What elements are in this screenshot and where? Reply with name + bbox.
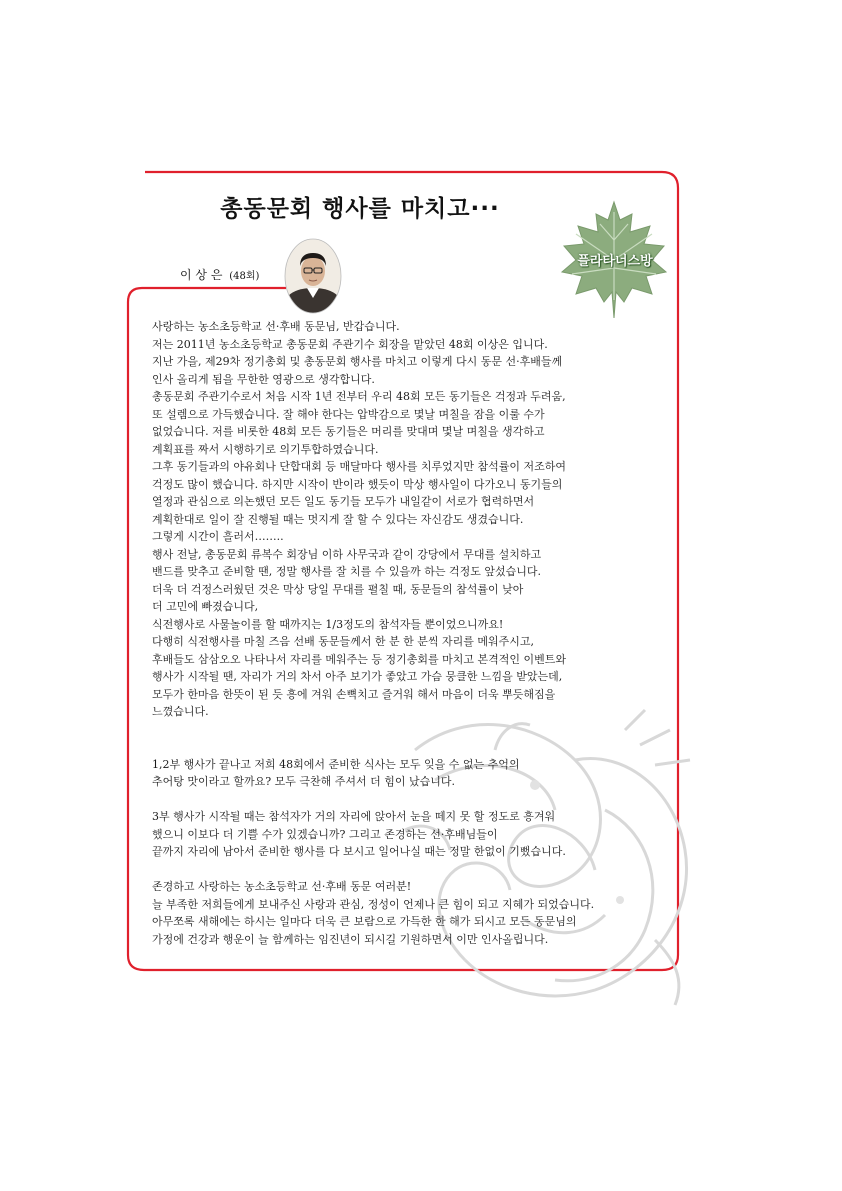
body-line: 1,2부 행사가 끝나고 저희 48회에서 준비한 식사는 모두 잊을 수 없는 추억의 (152, 757, 520, 771)
body-line: 더욱 더 걱정스러웠던 것은 막상 당일 무대를 펼칠 때, 동문들의 참석률이 낮아 (152, 582, 524, 596)
body-line: 없었습니다. 저를 비롯한 48회 모든 동기들은 머리를 맞대며 몇날 며칠을 생각하고 (152, 425, 545, 438)
column-label: 플라타너스방 (577, 254, 653, 269)
body-line: 계획표를 짜서 시행하기로 의기투합하였습니다. (152, 442, 379, 456)
body-line: 인사 올리게 됨을 무한한 영광으로 생각합니다. (152, 372, 375, 386)
body-line: 더 고민에 빠졌습니다, (152, 600, 259, 613)
body-spacer (152, 721, 662, 739)
page-title: 총동문회 행사를 마치고··· (220, 196, 500, 222)
body-line: 했으니 이보다 더 기쁠 수가 있겠습니까? 그리고 존경하는 선·후배님들이 (152, 827, 498, 841)
body-spacer (152, 738, 662, 756)
body-line: 늘 부족한 저희들에게 보내주신 사랑과 관심, 정성이 언제나 큰 힘이 되고 지혜가 되었습니다. (152, 897, 595, 911)
body-line: 행사가 시작될 땐, 자리가 거의 차서 아주 보기가 좋았고 가슴 뭉클한 느낌을 받았는데, (152, 670, 563, 683)
body-line: 느꼈습니다. (152, 705, 209, 718)
body-line: 3부 행사가 시작될 때는 참석자가 거의 자리에 앉아서 눈을 떼지 못 할 정도로 흥겨워 (152, 810, 556, 823)
body-line: 저는 2011년 농소초등학교 총동문회 주관기수 회장을 맡았던 48회 이상은 입니다. (152, 337, 548, 351)
body-spacer (152, 861, 662, 879)
body-line: 또 설렘으로 가득했습니다. 잘 해야 한다는 압박감으로 몇날 며칠을 잠을 이룰 수가 (152, 407, 545, 421)
body-line: 행사 전날, 총동문회 류복수 회장님 이하 사무국과 같이 강당에서 무대를 설치하고 (152, 547, 542, 561)
body-line: 그후 동기들과의 야유회나 단합대회 등 매달마다 행사를 치루었지만 참석률이 저조하여 (152, 460, 567, 473)
body-line: 가정에 건강과 행운이 늘 함께하는 임진년이 되시길 기원하면서 이만 인사올립니다. (152, 932, 549, 946)
body-line: 계획한대로 일이 잘 진행될 때는 멋지게 잘 할 수 있다는 자신감도 생겼습니다. (152, 512, 524, 526)
body-spacer (152, 791, 662, 809)
body-line: 그렇게 시간이 흘러서…….. (152, 530, 284, 543)
body-line: 식전행사로 사물놀이를 할 때까지는 1/3정도의 참석자들 뿐이었으니까요! (152, 617, 504, 631)
body-line: 끝까지 자리에 남아서 준비한 행사를 다 보시고 일어나실 때는 정말 한없이 기뻤습니다. (152, 845, 566, 858)
body-line: 열정과 관심으로 의논했던 모든 일도 동기들 모두가 내일같이 서로가 협력하면서 (152, 495, 535, 508)
author-photo (284, 238, 342, 314)
body-line: 밴드를 맞추고 준비할 땐, 정말 행사를 잘 치를 수 있을까 하는 걱정도 앞섰습니다. (152, 565, 541, 578)
author-generation: (48회) (229, 271, 260, 282)
body-line: 후배들도 삼삼오오 나타나서 자리를 메워주는 등 정기총회를 마치고 본격적인 이벤트와 (152, 652, 567, 666)
author-name: 이 상 은 (180, 268, 223, 282)
body-line: 지난 가을, 제29차 정기총회 및 총동문회 행사를 마치고 이렇게 다시 동문 선·후배들께 (152, 355, 563, 368)
body-line: 존경하고 사랑하는 농소초등학교 선·후배 동문 여러분! (152, 880, 412, 893)
body-line: 사랑하는 농소초등학교 선·후배 동문님, 반갑습니다. (152, 320, 400, 333)
article-body (152, 318, 662, 948)
body-line: 걱정도 많이 했습니다. 하지만 시작이 반이라 했듯이 막상 행사일이 다가오니 동기들의 (152, 477, 563, 491)
author-byline (180, 266, 259, 283)
body-line: 총동문회 주관기수로서 처음 시작 1년 전부터 우리 48회 모든 동기들은 걱정과 두려움, (152, 390, 566, 403)
body-line: 모두가 한마음 한뜻이 된 듯 흥에 겨워 손뼉치고 즐거워 해서 마음이 더욱 뿌듯해짐을 (152, 687, 556, 701)
body-line: 추어탕 맛이라고 할까요? 모두 극찬해 주셔서 더 힘이 났습니다. (152, 775, 456, 788)
body-line: 다행히 식전행사를 마칠 즈음 선배 동문들께서 한 분 한 분씩 자리를 메워주시고, (152, 635, 534, 648)
body-line: 아무쪼록 새해에는 하시는 일마다 더욱 큰 보람으로 가득한 한 해가 되시고 모든 동문님의 (152, 915, 577, 928)
